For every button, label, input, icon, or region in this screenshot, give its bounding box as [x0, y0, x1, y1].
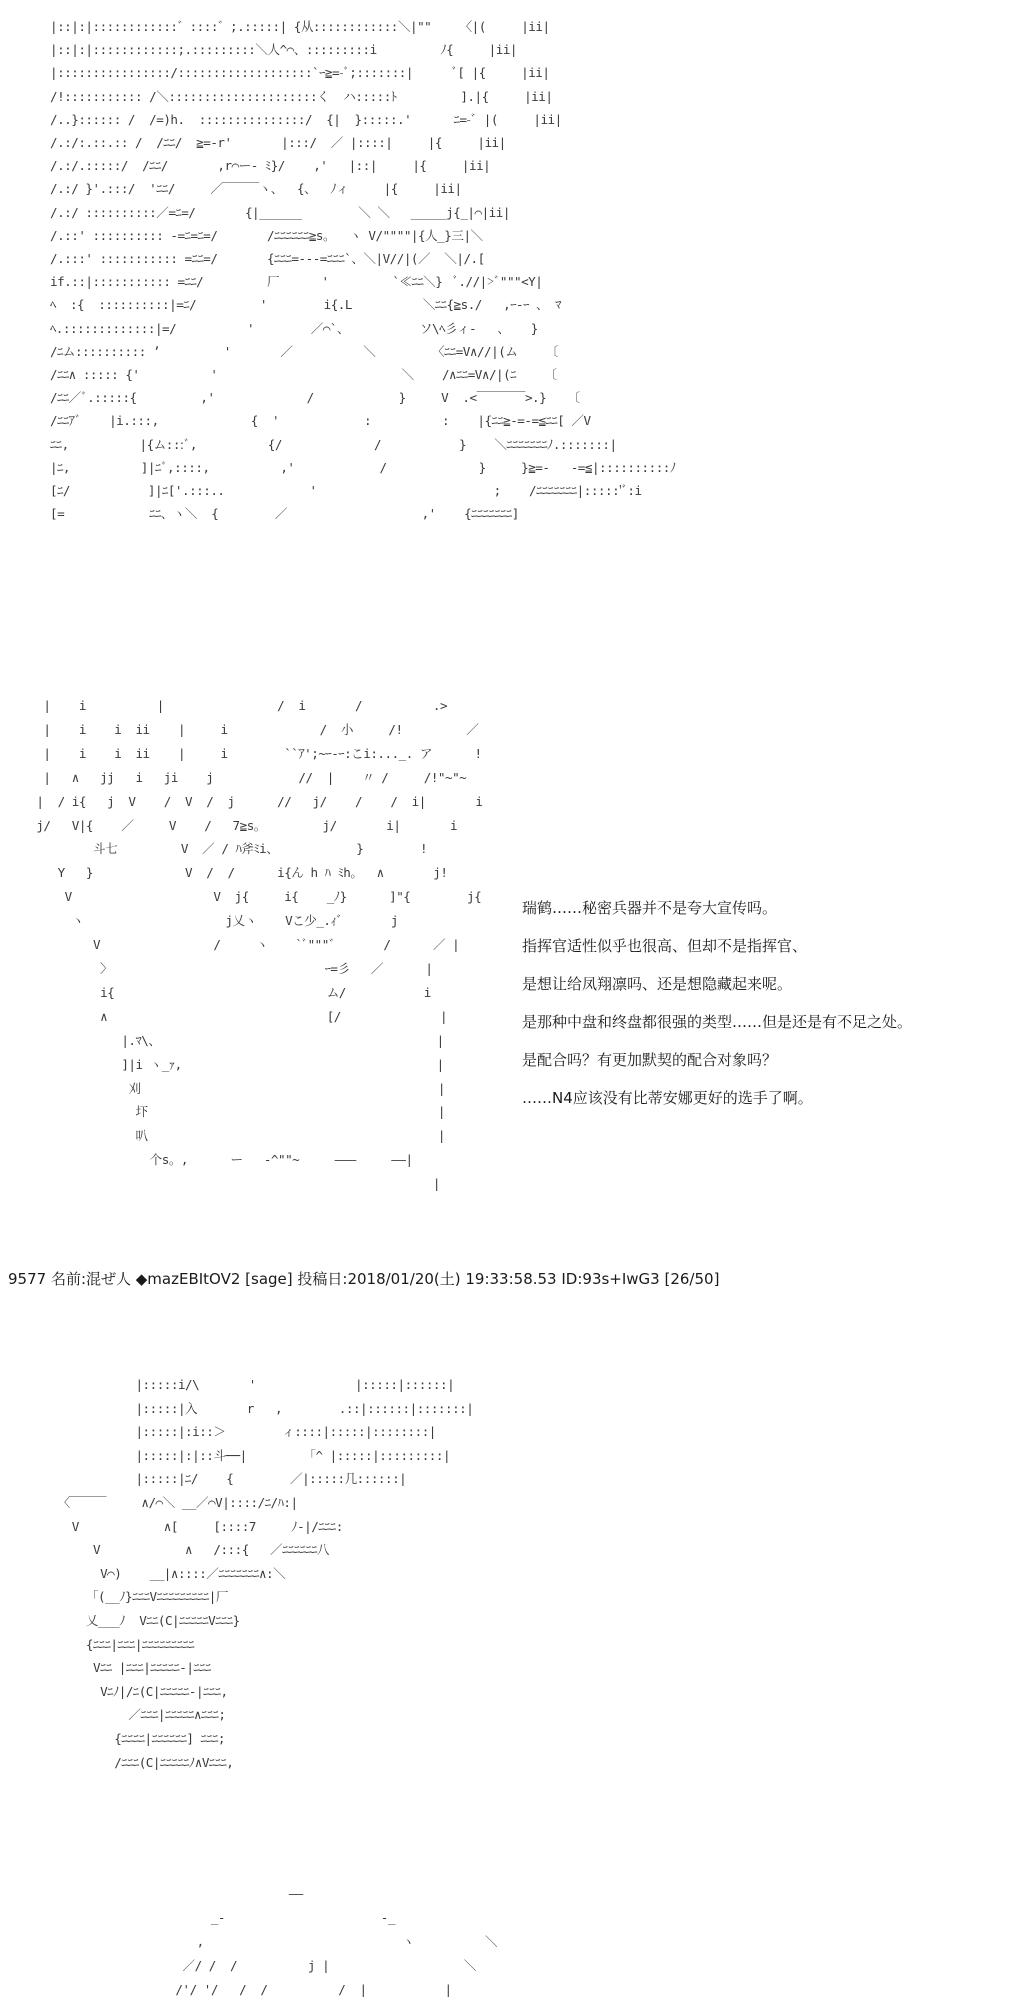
ascii-art-lower: |:::::i/\ ' |:::::|::::::| |:::::|入 r , .::|::::::|:::::::| |:::::|:i::＞ ィ::::|:::::|::::::::| |:::::|:|::斗──| 「^ |:::::|:::::::::| |:::::|ﾆ/ { ／|:::::几::::::| 〈￣￣￣ ∧/⌒＼ __／⌒V|::::/ﾆ/ﾊ:| V ∧[ [::::7 ﾉ-|/ﾆﾆﾆ: V ∧ /:::{ ／ﾆﾆﾆﾆﾆﾆ八 V⌒) __|∧::::／ﾆﾆﾆﾆﾆﾆﾆ∧:＼ 「(__ﾉ}ﾆﾆﾆVﾆﾆﾆﾆﾆﾆﾆﾆﾆ|厂 乂___ﾉ Vﾆﾆ(C|ﾆﾆﾆﾆﾆVﾆﾆﾆ} {ﾆﾆﾆ|ﾆﾆﾆ|ﾆﾆﾆﾆﾆﾆﾆﾆﾆ Vﾆﾆ |ﾆﾆﾆ|ﾆﾆﾆﾆﾆ-|ﾆﾆﾆ Vﾆﾉ|/ﾆ(C|ﾆﾆﾆﾆﾆ-|ﾆﾆﾆ, ／ﾆﾆﾆ|ﾆﾆﾆﾆﾆ∧ﾆﾆﾆ; {ﾆﾆﾆﾆ|ﾆﾆﾆﾆﾆﾆ] ﾆﾆﾆ; /ﾆﾆﾆ(C|ﾆﾆﾆﾆﾆﾉ∧Vﾆﾆﾆ, [57, 1377, 474, 1770]
post-header: 9577 名前:混ぜ人 ◆mazEBItOV2 [sage] 投稿日:2018/01/20(土) 19:33:58.53 ID:93s+IwG3 [26/50] [8, 1270, 720, 1288]
dialogue-line: 是配合吗？有更加默契的配合对象吗？ [522, 1051, 778, 1069]
dialogue-line: 是想让给凤翔凛吗、还是想隐藏起来呢。 [522, 975, 793, 993]
dialogue-line: ……N4应该没有比蒂安娜更好的选手了啊。 [522, 1089, 813, 1107]
ascii-art-top: |::|:|::::::::::::゛::::゛;.:::::| {从::::::::::::＼|"" 〈|( |ii| |::|:|::::::::::::;.:::::::::＼人^⌒、:::::::::i ﾉ{ |ii| |::::::::::::::::/:::::::::::::::::::`ｰ≧=-ﾞ;:::::::| ﾞ[ |{ |ii| /!::::::::::: /＼:::::::::::::::::::::く ハ:::::ﾄ ].|{ |ii| /..}:::::: / /=)h. :::::::::::::::/ {| }:::::.' ﾆ=-ﾞ |( |ii| /.:/:.::.:: / /ﾆﾆ/ ≧=-r' |:::/ ／ |::::| |{ |ii| /.:/.:::::/ /ﾆﾆ/ ,r⌒ー- ﾐ}/ ,' |::| |{ |ii| /.:/ }'.:::/ 'ﾆﾆ/ ／￣￣￣ヽ、 {、 ﾉィ |{ |ii| /.:/ ::::::::::／=ﾆ=/ {|______ ＼ ＼ _____j{_|⌒|ii| /.::' :::::::::: -=ﾆ=ﾆ=/ /ﾆﾆﾆﾆﾆﾆ≧s。 ヽ V/""""|{人_}三|＼ /.:::' ::::::::::: =ﾆﾆ=/ {ﾆﾆﾆ=---=ﾆﾆﾆ`、＼|V//|(／ ＼|/.[ if.::|::::::::::: =ﾆﾆ/ 厂 ' `≪ﾆﾆ＼} ﾞ.//|>ﾞ"""<Y| ﾍ :{ ::::::::::|=ﾆ/ ' i{.L ＼ﾆﾆ{≧s./ ,ｰ-ｰ 、 ﾏ ﾍ.:::::::::::::|=/ ' ／⌒`、 ソ\ﾍ彡ィ- 、 } /ﾆム:::::::::: ʼ ' ／ ＼ 〈ﾆﾆ=V∧//|(ム 〔 /ﾆﾆ∧ ::::: {' ' ＼ /∧ﾆﾆ=V∧/|(ﾆ 〔 /ﾆﾆ／ﾞ.:::::{ ,' / } V .<￣￣￣￣>.} 〔 /ﾆﾆｱﾞ |i.:::, { ' : : |{ﾆﾆ≧-=-=≦ﾆﾆ[ ／V ﾆﾆ, |{ム:::ﾞ, {/ / } ＼ﾆﾆﾆﾆﾆﾆﾆﾉ.:::::::| |ﾆ, ]|ﾆﾞ,::::, ,' / } }≧=- -=≦|::::::::::ﾉ [ﾆ/ ]|ﾆ['.:::.. ' ; /ﾆﾆﾆﾆﾆﾆﾆ|:::::'ﾞ:i [= ﾆﾆ、ヽ＼ { ／ ,' {ﾆﾆﾆﾆﾆﾆﾆ] [50, 19, 676, 522]
ascii-art-bottom: ―― _- -_ , ヽ ＼ ／/ / / j | ＼ /'/ '/ / / / | | [175, 1886, 498, 1997]
dialogue-line: 指挥官适性似乎也很高、但却不是指挥官、 [522, 937, 808, 955]
ascii-art-middle: | i | / i / .> | i i ii | i / 小 /! ／ | i i ii | i ``ｱ';~ｰ-ｰ:こi:..._. ア ! | ∧ jj i ji j // | 〃 / /!"~"~ | / i{ j V / V / j // j/ / / i| i j/ V|{ ／ V / 7≧s。 j/ i| i 斗七 V ／ / ﾊ斧ﾐi、 } ! Y } V / / i{ん h ﾊ ﾐh。 ∧ j! V V j{ i{ _ﾉ} ]"{ j{ ヽ j乂ヽ Vこ少_.ｨ゛ j V / ヽ `ﾞ"""゛ / ／ | 〉 ｰ=彡 ／ | i{ ム/ i ∧ [/ | |.ﾏ\、 | ]|i ヽ_ｧ, | 刈 | 圷 | 叭 | 个s。, ー -^""~ ――― ――| | [36, 698, 483, 1192]
dialogue-block [522, 898, 1027, 1126]
dialogue-line: 是那种中盘和终盘都很强的类型……但是还是有不足之处。 [522, 1013, 913, 1031]
dialogue-line: 瑞鹤……秘密兵器并不是夸大宣传吗。 [522, 899, 778, 917]
